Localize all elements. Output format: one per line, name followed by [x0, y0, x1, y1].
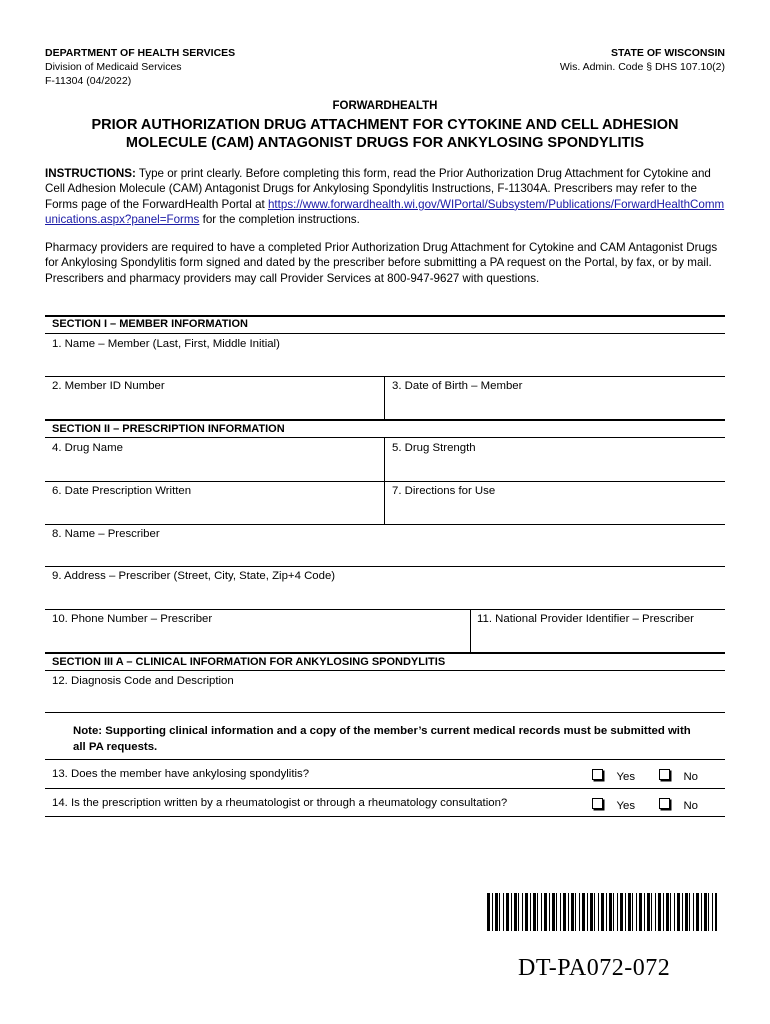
prescriber-address-field[interactable]: 9. Address – Prescriber (Street, City, State, Zip+4 Code) — [52, 570, 336, 582]
q14-no-label: No — [683, 800, 699, 812]
document-code: DT-PA072-072 — [518, 955, 671, 981]
prescriber-name-field[interactable]: 8. Name – Prescriber — [52, 528, 160, 540]
pharmacy-paragraph: Pharmacy providers are required to have a completed Prior Authorization Drug Attachment for Cytokine and CAM Antagonist Drugs for Ankylosing Spondylitis form signed and dated by the prescriber before submitting a PA request on the Portal, by fax, or by mail. Prescribers and pharmacy providers may call Provider Services at 800-947-9627 with questions. — [45, 241, 718, 285]
prescriber-phone-field[interactable]: 10. Phone Number – Prescriber — [52, 613, 213, 625]
q13-no-label: No — [683, 771, 699, 783]
divider — [470, 609, 471, 652]
program-name: FORWARDHEALTH — [332, 100, 438, 112]
q14-yes-option[interactable] — [592, 796, 635, 814]
section-2-title: SECTION II – PRESCRIPTION INFORMATION — [52, 423, 285, 435]
q13-no-checkbox[interactable] — [659, 769, 670, 780]
section-1-title: SECTION I – MEMBER INFORMATION — [52, 318, 248, 330]
question-13: 13. Does the member have ankylosing spondylitis? — [52, 768, 310, 780]
divider — [45, 566, 725, 567]
section-2-title-underline — [45, 437, 725, 438]
q13-no-option[interactable] — [659, 767, 698, 785]
directions-field[interactable]: 7. Directions for Use — [392, 485, 496, 497]
member-name-field[interactable]: 1. Name – Member (Last, First, Middle Initial) — [52, 338, 280, 350]
q14-no-checkbox[interactable] — [659, 798, 670, 809]
section-3a-rule — [45, 652, 725, 654]
drug-name-field[interactable]: 4. Drug Name — [52, 442, 123, 454]
divider — [45, 788, 725, 789]
instructions-label: INSTRUCTIONS: — [45, 167, 136, 180]
q13-yes-checkbox[interactable] — [592, 769, 603, 780]
division-name: Division of Medicaid Services — [45, 61, 182, 73]
q14-no-option[interactable] — [659, 796, 698, 814]
state-header — [560, 46, 725, 74]
divider — [45, 816, 725, 817]
instructions-text: Type or print clearly. Before completing this form, read the Prior Authorization Drug Attachment for Cytokine and Cell Adhesion Molecule (CAM) Antagonist Drugs for Ankylosing Spondylitis Instructions, F-11304A. Prescribers may refer to the Forms page of the ForwardHealth Portal at — [45, 167, 711, 211]
member-id-field[interactable]: 2. Member ID Number — [52, 380, 165, 392]
section-2-rule — [45, 419, 725, 421]
section-1-title-underline — [45, 333, 725, 334]
instructions-after: for the completion instructions. — [202, 212, 360, 226]
section-3a-title-underline — [45, 670, 725, 671]
divider — [45, 376, 725, 377]
member-dob-field[interactable]: 3. Date of Birth – Member — [392, 380, 523, 392]
diagnosis-field[interactable]: 12. Diagnosis Code and Description — [52, 675, 234, 687]
divider — [45, 759, 725, 760]
divider — [45, 524, 725, 525]
admin-code: Wis. Admin. Code § DHS 107.10(2) — [559, 61, 725, 73]
prescriber-npi-field[interactable]: 11. National Provider Identifier – Prescriber — [477, 613, 694, 625]
q13-yes-label: Yes — [616, 771, 636, 783]
divider — [384, 376, 385, 419]
question-14: 14. Is the prescription written by a rheumatologist or through a rheumatology consultation? — [52, 797, 508, 809]
form-id: F-11304 (04/2022) — [45, 75, 132, 87]
date-written-field[interactable]: 6. Date Prescription Written — [52, 485, 192, 497]
q13-yes-option[interactable] — [592, 767, 635, 785]
instructions-paragraph — [45, 166, 725, 227]
supporting-info-note: Note: Supporting clinical information and a copy of the member’s current medical records must be submitted with all PA requests. — [73, 725, 691, 753]
section-1-rule — [45, 315, 725, 317]
divider — [45, 609, 725, 610]
q14-yes-label: Yes — [616, 800, 636, 812]
department-header — [45, 46, 235, 88]
barcode-image — [487, 893, 717, 931]
q14-yes-checkbox[interactable] — [592, 798, 603, 809]
department-name: DEPARTMENT OF HEALTH SERVICES — [45, 47, 236, 59]
drug-strength-field[interactable]: 5. Drug Strength — [392, 442, 476, 454]
divider — [45, 712, 725, 713]
state-name: STATE OF WISCONSIN — [611, 47, 725, 59]
forms-portal-link[interactable]: https://www.forwardhealth.wi.gov/WIPortal/Subsystem/Publications/ForwardHealthCommunications.aspx?panel=Forms — [45, 197, 725, 226]
section-3a-title: SECTION III A – CLINICAL INFORMATION FOR ANKYLOSING SPONDYLITIS — [52, 656, 446, 668]
divider — [45, 481, 725, 482]
form-title-line-2: MOLECULE (CAM) ANTAGONIST DRUGS FOR ANKYLOSING SPONDYLITIS — [125, 135, 645, 151]
form-title-line-1: PRIOR AUTHORIZATION DRUG ATTACHMENT FOR CYTOKINE AND CELL ADHESION — [91, 117, 679, 133]
